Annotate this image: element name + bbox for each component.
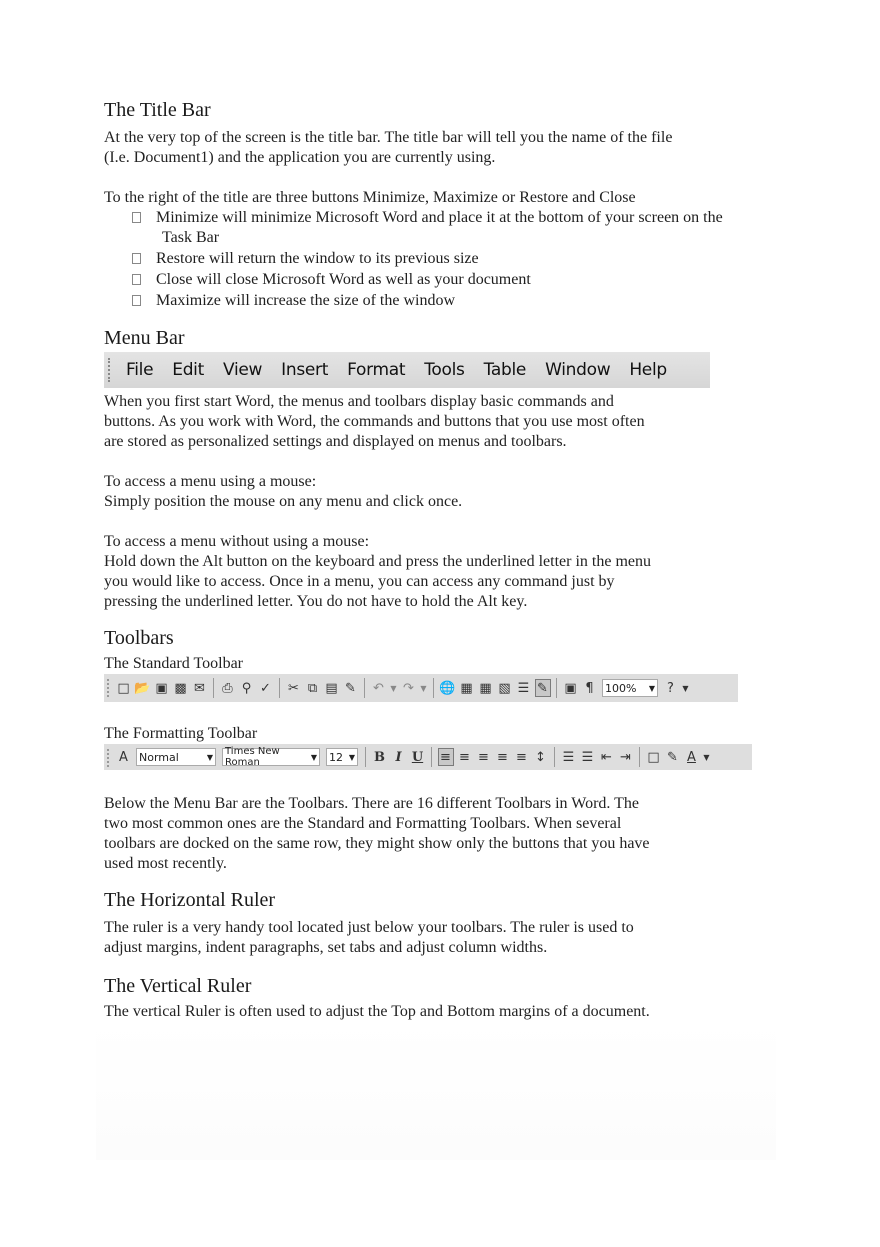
underline-button[interactable]: U [411, 749, 424, 765]
bullet-box-icon [132, 253, 141, 264]
align-center-icon[interactable]: ≡ [459, 749, 470, 765]
menu-bar-para1-line1: When you first start Word, the menus and toolbars display basic commands and [104, 393, 614, 410]
menu-table[interactable]: Table [483, 360, 527, 380]
menu-bar-image [104, 352, 710, 388]
font-select[interactable] [222, 748, 320, 766]
toolbar-separator [433, 678, 434, 698]
document-content [104, 98, 744, 1022]
chevron-down-icon: ▼ [206, 752, 213, 762]
open-folder-icon[interactable]: 📂 [134, 680, 151, 696]
menu-bar-para1-line2: buttons. As you work with Word, the commands and buttons that you use most often [104, 413, 645, 430]
hyperlink-icon[interactable]: 🌐 [439, 680, 456, 696]
insert-table-icon[interactable]: ▦ [479, 680, 492, 696]
undo-dropdown-icon[interactable]: ▼ [390, 683, 397, 693]
font-color-icon[interactable]: A [687, 749, 696, 765]
list-item [104, 249, 744, 269]
standard-toolbar-label: The Standard Toolbar [104, 655, 243, 672]
toolbars-para-line4: used most recently. [104, 855, 227, 872]
toolbar-separator [364, 678, 365, 698]
spelling-icon[interactable]: ✓ [260, 680, 271, 696]
bullet-box-icon [132, 295, 141, 306]
toolbar-separator [431, 747, 432, 767]
horizontal-ruler-heading: The Horizontal Ruler [104, 889, 276, 911]
toolbar-separator [279, 678, 280, 698]
bullet-text-close: Close will close Microsoft Word as well as your document [156, 271, 531, 288]
title-bar-para-line1: At the very top of the screen is the title bar. The title bar will tell you the name of the file [104, 129, 673, 146]
title-bar-buttons-intro: To the right of the title are three buttons Minimize, Maximize or Restore and Close [104, 189, 636, 206]
insert-excel-icon[interactable]: ▧ [498, 680, 511, 696]
menu-window[interactable]: Window [545, 360, 611, 380]
toolbars-para-line2: two most common ones are the Standard and Formatting Toolbars. When several [104, 815, 622, 832]
font-size-select[interactable] [326, 748, 358, 766]
bullet-box-icon [132, 212, 141, 223]
menu-bar-para2-line1: To access a menu using a mouse: [104, 473, 317, 490]
list-item [104, 291, 744, 311]
chevron-down-icon: ▼ [310, 752, 317, 762]
copy-icon[interactable]: ⧉ [307, 680, 318, 696]
list-item [104, 208, 732, 248]
formatting-toolbar-label: The Formatting Toolbar [104, 725, 258, 742]
toolbar-grip-icon [107, 679, 112, 697]
help-icon[interactable]: ? [667, 680, 674, 696]
toolbar-options-icon[interactable]: ▼ [682, 683, 689, 693]
menu-file[interactable]: File [126, 360, 154, 380]
toolbar-separator [365, 747, 366, 767]
distributed-icon[interactable]: ≡ [516, 749, 527, 765]
decrease-indent-icon[interactable]: ⇤ [601, 749, 612, 765]
bullet-text-restore: Restore will return the window to its previous size [156, 250, 479, 267]
toolbar-separator [639, 747, 640, 767]
menu-edit[interactable]: Edit [172, 360, 204, 380]
drawing-icon[interactable]: ✎ [535, 679, 551, 697]
toolbars-heading: Toolbars [104, 627, 174, 649]
toolbar-grip-icon [107, 749, 112, 767]
increase-indent-icon[interactable]: ⇥ [620, 749, 631, 765]
horizontal-ruler-para-line1: The ruler is a very handy tool located just below your toolbars. The ruler is used to [104, 919, 634, 936]
chevron-down-icon: ▼ [348, 752, 355, 762]
new-document-icon[interactable]: □ [117, 680, 130, 696]
menu-insert[interactable]: Insert [281, 360, 329, 380]
align-right-icon[interactable]: ≡ [478, 749, 489, 765]
list-item [104, 270, 744, 290]
toolbar-grip-icon [108, 358, 114, 382]
email-icon[interactable]: ✉ [194, 680, 205, 696]
bullets-icon[interactable]: ☰ [581, 749, 594, 765]
horizontal-ruler-para-line2: adjust margins, indent paragraphs, set tabs and adjust column widths. [104, 939, 548, 956]
redo-icon[interactable]: ↷ [403, 680, 414, 696]
title-bar-para-line2: (I.e. Document1) and the application you are currently using. [104, 149, 496, 166]
tables-borders-icon[interactable]: ▦ [460, 680, 473, 696]
show-hide-icon[interactable]: ¶ [585, 680, 594, 696]
menu-view[interactable]: View [222, 360, 263, 380]
menu-bar-para3-line1: To access a menu without using a mouse: [104, 533, 370, 550]
format-painter-icon[interactable]: ✎ [345, 680, 356, 696]
cut-icon[interactable]: ✂ [288, 680, 299, 696]
page-shading [96, 1020, 776, 1160]
standard-toolbar-image [104, 674, 738, 702]
bullet-text-maximize: Maximize will increase the size of the window [156, 292, 456, 309]
menu-bar-para3-line3: you would like to access. Once in a menu, you can access any command just by [104, 573, 615, 590]
print-icon[interactable]: ⎙ [222, 680, 233, 696]
bullet-box-icon [132, 274, 141, 285]
align-left-icon[interactable]: ≡ [438, 748, 454, 766]
toolbar-separator [554, 747, 555, 767]
toolbars-para-line1: Below the Menu Bar are the Toolbars. There are 16 different Toolbars in Word. The [104, 795, 639, 812]
menu-format[interactable]: Format [347, 360, 406, 380]
justify-icon[interactable]: ≡ [497, 749, 508, 765]
menu-bar-heading: Menu Bar [104, 327, 185, 349]
menu-help[interactable]: Help [629, 360, 667, 380]
document-map-icon[interactable]: ▣ [564, 680, 577, 696]
bold-button[interactable]: B [374, 749, 385, 765]
undo-icon[interactable]: ↶ [373, 680, 384, 696]
toolbar-separator [556, 678, 557, 698]
vertical-ruler-heading: The Vertical Ruler [104, 975, 252, 997]
font-size-value: 12 [329, 750, 343, 764]
zoom-value: 100% [605, 681, 637, 695]
style-value: Normal [139, 750, 179, 764]
zoom-select[interactable] [602, 679, 658, 697]
line-spacing-icon[interactable]: ↕ [535, 749, 546, 765]
menu-bar-para3-line2: Hold down the Alt button on the keyboard and press the underlined letter in the menu [104, 553, 651, 570]
redo-dropdown-icon[interactable]: ▼ [420, 683, 427, 693]
menu-bar-para2-line2: Simply position the mouse on any menu and click once. [104, 493, 463, 510]
menu-tools[interactable]: Tools [424, 360, 465, 380]
toolbar-separator [213, 678, 214, 698]
title-bar-bullet-list [104, 208, 744, 311]
vertical-ruler-para: The vertical Ruler is often used to adjust the Top and Bottom margins of a document. [104, 1003, 650, 1020]
font-value: Times New Roman [225, 746, 280, 768]
style-select[interactable] [136, 748, 216, 766]
styles-formatting-icon[interactable]: A [119, 749, 128, 765]
highlight-icon[interactable]: ✎ [667, 749, 678, 765]
print-preview-icon[interactable]: ⚲ [241, 680, 252, 696]
permission-icon[interactable]: ▩ [174, 680, 187, 696]
toolbars-para-line3: toolbars are docked on the same row, they might show only the buttons that you have [104, 835, 650, 852]
menu-bar-para1-line3: are stored as personalized settings and displayed on menus and toolbars. [104, 433, 567, 450]
chevron-down-icon: ▼ [648, 683, 655, 693]
numbering-icon[interactable]: ☰ [562, 749, 575, 765]
columns-icon[interactable]: ☰ [517, 680, 530, 696]
title-bar-heading: The Title Bar [104, 99, 211, 121]
paste-icon[interactable]: ▤ [325, 680, 338, 696]
bullet-text-minimize: Minimize will minimize Microsoft Word and place it at the bottom of your screen on the Task Bar [156, 209, 723, 246]
toolbar-options-icon[interactable]: ▼ [703, 752, 710, 762]
italic-button[interactable]: I [395, 749, 402, 765]
border-icon[interactable]: □ [647, 749, 660, 765]
menu-bar-para3-line4: pressing the underlined letter. You do not have to hold the Alt key. [104, 593, 528, 610]
save-icon[interactable]: ▣ [155, 680, 168, 696]
formatting-toolbar-image [104, 744, 752, 770]
